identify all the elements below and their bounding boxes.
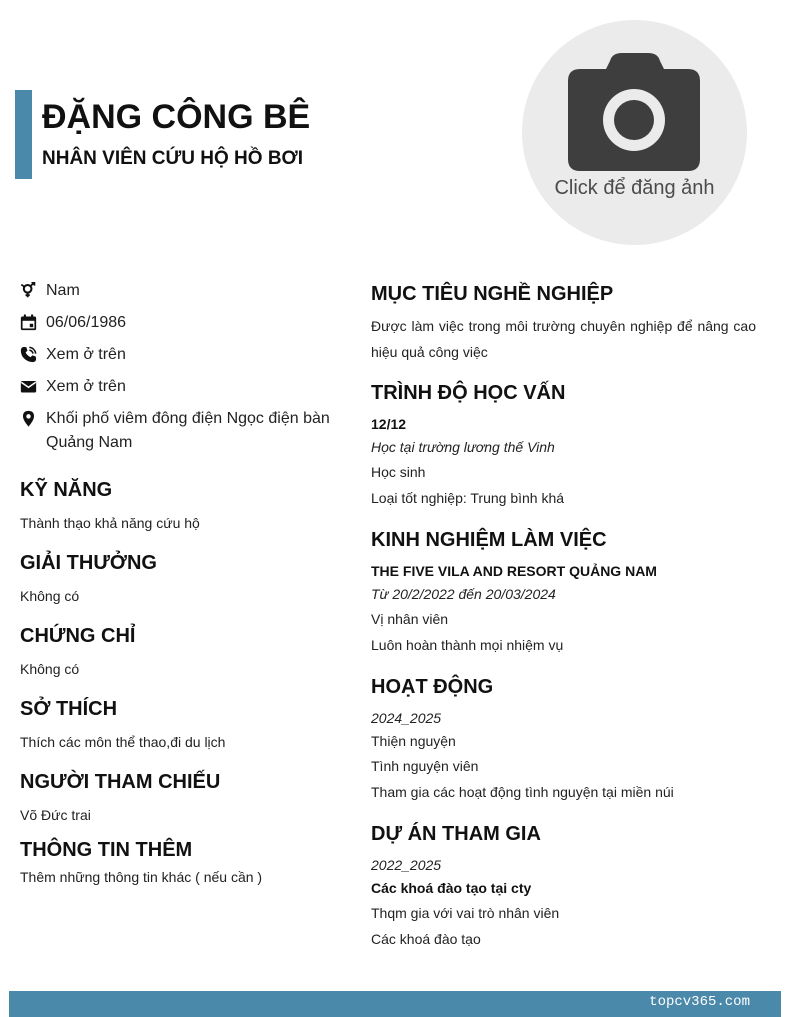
contact-phone — [20, 343, 340, 367]
objective-heading: MỤC TIÊU NGHỀ NGHIỆP — [371, 283, 614, 305]
candidate-name[interactable]: ĐẶNG CÔNG BÊ — [42, 98, 311, 136]
gender-value: Nam — [46, 282, 80, 299]
email-icon — [20, 378, 37, 395]
projects-period[interactable]: 2022_2025 — [371, 857, 442, 873]
experience-period[interactable]: Từ 20/2/2022 đến 20/03/2024 — [371, 586, 556, 602]
footer-brand: topcv365.com — [649, 994, 750, 1010]
education-grade[interactable]: Loại tốt nghiệp: Trung bình khá — [371, 490, 565, 506]
phone-icon — [20, 346, 37, 363]
contact-gender — [20, 279, 340, 303]
contact-email — [20, 375, 340, 399]
certificates-heading: CHỨNG CHỈ — [20, 625, 136, 647]
address-line-1: Khối phố viêm đông điện Ngọc điện bàn — [46, 410, 330, 427]
activities-period[interactable]: 2024_2025 — [371, 710, 442, 726]
hobbies-text[interactable]: Thích các môn thể thao,đi du lịch — [20, 734, 226, 750]
skills-text[interactable]: Thành thạo khả năng cứu hộ — [20, 515, 200, 531]
education-major[interactable]: Học sinh — [371, 464, 426, 480]
location-icon — [20, 410, 37, 427]
activities-description[interactable]: Tham gia các hoạt động tình nguyện tại miền núi — [371, 784, 674, 800]
contact-birthday — [20, 311, 340, 335]
projects-role[interactable]: Thqm gia với vai trò nhân viên — [371, 905, 560, 921]
email-value[interactable]: Xem ở trên — [46, 378, 126, 395]
awards-heading: GIẢI THƯỞNG — [20, 552, 157, 574]
phone-value[interactable]: Xem ở trên — [46, 346, 126, 363]
additional-info-heading: THÔNG TIN THÊM — [20, 839, 193, 861]
experience-position[interactable]: Vị nhân viên — [371, 611, 449, 627]
education-heading: TRÌNH ĐỘ HỌC VẤN — [371, 382, 566, 404]
projects-heading: DỰ ÁN THAM GIA — [371, 823, 541, 845]
job-title[interactable]: NHÂN VIÊN CỨU HỘ HỒ BƠI — [42, 148, 304, 169]
additional-info-text[interactable]: Thêm những thông tin khác ( nếu cần ) — [20, 869, 263, 885]
hobbies-heading: SỞ THÍCH — [20, 698, 118, 720]
photo-upload[interactable] — [522, 20, 747, 245]
contact-address — [20, 407, 340, 455]
header-accent-bar — [15, 90, 32, 179]
objective-text[interactable]: Được làm việc trong môi trường chuyên nghiệp để nâng cao hiệu quả công việc — [371, 318, 756, 360]
education-level[interactable]: 12/12 — [371, 416, 407, 432]
address-line-2: Quảng Nam — [46, 434, 133, 451]
gender-icon — [20, 282, 37, 299]
experience-description[interactable]: Luôn hoàn thành mọi nhiệm vụ — [371, 637, 564, 653]
projects-name[interactable]: Các khoá đào tạo tại cty — [371, 880, 532, 896]
activities-heading: HOẠT ĐỘNG — [371, 676, 494, 698]
references-heading: NGƯỜI THAM CHIẾU — [20, 771, 221, 793]
skills-heading: KỸ NĂNG — [20, 479, 113, 501]
awards-text[interactable]: Không có — [20, 588, 80, 604]
footer-bar — [9, 991, 781, 1017]
education-school[interactable]: Học tại trường lương thế Vinh — [371, 439, 555, 455]
references-text[interactable]: Võ Đức trai — [20, 807, 91, 823]
certificates-text[interactable]: Không có — [20, 661, 80, 677]
birthday-value: 06/06/1986 — [46, 314, 127, 331]
activities-organization[interactable]: Thiện nguyện — [371, 733, 456, 749]
experience-company[interactable]: THE FIVE VILA AND RESORT QUẢNG NAM — [371, 563, 657, 579]
calendar-icon — [20, 314, 37, 331]
experience-heading: KINH NGHIỆM LÀM VIỆC — [371, 529, 607, 551]
activities-role[interactable]: Tình nguyện viên — [371, 758, 479, 774]
photo-upload-label: Click để đăng ảnh — [554, 177, 715, 199]
camera-icon — [566, 53, 702, 173]
projects-description[interactable]: Các khoá đào tạo — [371, 931, 481, 947]
address-value — [46, 407, 330, 455]
